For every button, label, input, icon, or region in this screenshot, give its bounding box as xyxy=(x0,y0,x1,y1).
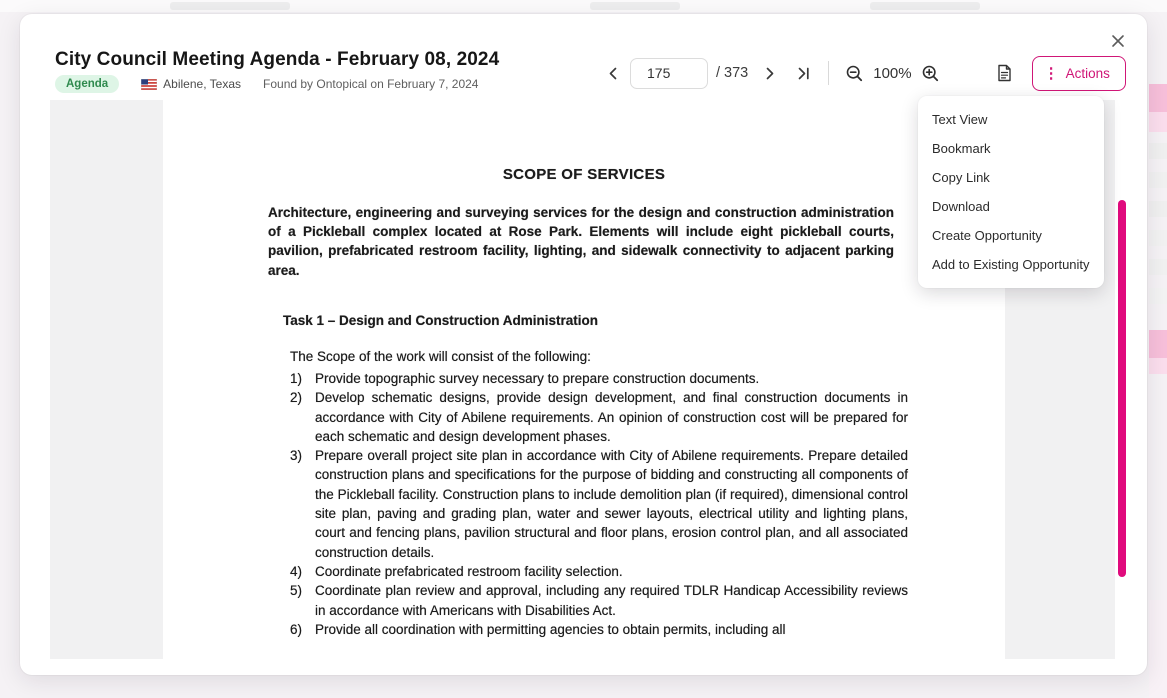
us-flag-icon xyxy=(141,79,157,90)
menu-item-text-view[interactable]: Text View xyxy=(932,112,988,127)
background-blur-band xyxy=(1149,172,1167,188)
viewer-toolbar xyxy=(600,55,1126,91)
list-item xyxy=(290,369,908,388)
document-task-heading: Task 1 – Design and Construction Administration xyxy=(283,313,599,328)
background-page-top xyxy=(0,0,1167,12)
location-label: Abilene, Texas xyxy=(163,77,242,91)
document-scope-intro: The Scope of the work will consist of the following: xyxy=(290,349,591,364)
zoom-out-icon[interactable] xyxy=(841,58,867,88)
background-blur-band xyxy=(1149,259,1167,275)
list-item-number: 2) xyxy=(290,390,303,406)
document-numbered-list xyxy=(290,369,908,639)
list-item-text: Provide all coordination with permitting agencies to obtain permits, including all xyxy=(315,621,786,637)
document-preview-modal xyxy=(20,14,1147,675)
menu-item-add-to-existing-opportunity[interactable]: Add to Existing Opportunity xyxy=(932,257,1090,272)
dots-vertical-icon: ⋮ xyxy=(1043,64,1059,82)
zoom-level-label: 100% xyxy=(873,64,912,82)
menu-item-create-opportunity[interactable]: Create Opportunity xyxy=(932,228,1042,243)
document-intro-paragraph: Architecture, engineering and surveying services for the design and construction administration of a Pickleball complex located at Rose Park. Elements will include eight pickleball courts, pavilion, prefabricated restroom facility, lighting, and sidewalk connectivity to adjacent parking area. xyxy=(268,205,894,278)
list-item xyxy=(290,581,908,620)
found-by-text: Found by Ontopical on February 7, 2024 xyxy=(263,77,479,91)
list-item xyxy=(290,620,908,639)
actions-button-label: Actions xyxy=(1065,65,1110,81)
background-blur-band xyxy=(1149,112,1167,132)
zoom-in-icon[interactable] xyxy=(918,58,944,88)
list-item-text: Develop schematic designs, provide design development, and final construction documents in accordance with City of Abilene requirements. An opinion of construction cost will be prepared for each schematic and design development phases. xyxy=(315,390,908,444)
background-blur-block xyxy=(590,2,680,10)
background-blur-band xyxy=(1149,330,1167,358)
list-item-number: 4) xyxy=(290,563,303,579)
scrollbar-thumb[interactable] xyxy=(1118,200,1126,577)
page-total-label: / 373 xyxy=(716,65,749,81)
menu-item-bookmark[interactable]: Bookmark xyxy=(932,141,991,156)
location xyxy=(141,77,241,91)
toolbar-divider xyxy=(828,61,829,85)
document-page xyxy=(163,100,1005,659)
actions-button[interactable] xyxy=(1032,56,1126,91)
list-item-number: 5) xyxy=(290,583,303,599)
list-item-text: Prepare overall project site plan in accordance with City of Abilene requirements. Prepare detailed construction plans and specifications for the purpose of bidding and constructing all components of the Pickleball facility. Construction plans to include demolition plan (if required), dimensional control site plan, paving and grading plan, water and sewer layouts, electrical utility and lighting plans, court and fencing plans, pavilion structural and floor plans, erosion control plan, and all associated construction details. xyxy=(315,448,908,560)
list-item-number: 1) xyxy=(290,371,303,386)
list-item xyxy=(290,388,908,446)
page-title: City Council Meeting Agenda - February 08, 2024 xyxy=(55,49,500,70)
actions-dropdown-menu xyxy=(918,96,1104,288)
background-blur-band xyxy=(1149,201,1167,217)
list-item-text: Coordinate prefabricated restroom facility selection. xyxy=(315,563,623,579)
background-blur-block xyxy=(170,2,290,10)
background-blur-band xyxy=(1149,600,1167,698)
agenda-badge: Agenda xyxy=(55,75,119,93)
background-blur-band xyxy=(1149,84,1167,112)
list-item-number: 3) xyxy=(290,448,303,464)
background-blur-band xyxy=(1149,143,1167,159)
list-item xyxy=(290,446,908,562)
text-view-icon[interactable] xyxy=(992,58,1018,88)
background-blur-band xyxy=(1149,288,1167,304)
next-page-button[interactable] xyxy=(756,58,782,88)
background-blur-block xyxy=(870,2,980,10)
background-blur-band xyxy=(1149,230,1167,246)
menu-item-download[interactable]: Download xyxy=(932,199,990,214)
previous-page-button[interactable] xyxy=(600,58,626,88)
close-icon[interactable] xyxy=(1107,30,1129,52)
last-page-button[interactable] xyxy=(790,58,816,88)
menu-item-copy-link[interactable]: Copy Link xyxy=(932,170,990,185)
page-number-input[interactable] xyxy=(630,58,708,89)
background-blur-band xyxy=(1149,358,1167,374)
document-meta xyxy=(55,75,478,93)
list-item-number: 6) xyxy=(290,621,303,637)
list-item-text: Coordinate plan review and approval, including any required TDLR Handicap Accessibility reviews in accordance with Americans with Disabilities Act. xyxy=(315,583,908,618)
list-item-text: Provide topographic survey necessary to prepare construction documents. xyxy=(315,371,760,386)
list-item xyxy=(290,562,908,581)
document-heading: SCOPE OF SERVICES xyxy=(502,166,666,183)
